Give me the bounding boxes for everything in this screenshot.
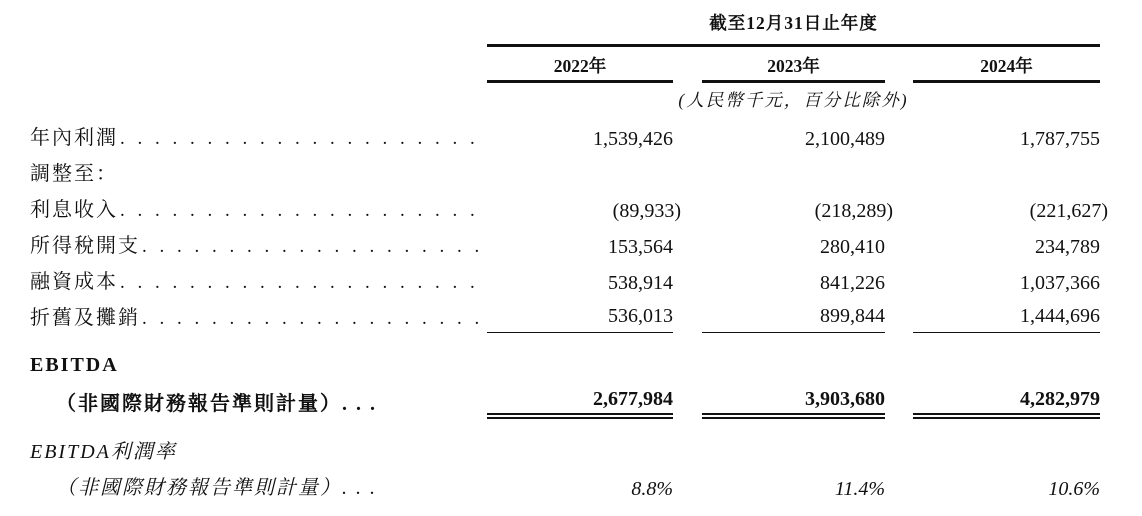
row-label-text: 利息收入 bbox=[30, 198, 118, 221]
row-label bbox=[30, 229, 487, 258]
row-label-text: EBITDA利潤率 bbox=[30, 440, 177, 463]
dot-leader bbox=[120, 272, 487, 294]
row-label bbox=[30, 301, 487, 330]
row-label-text: 所得稅開支 bbox=[30, 234, 140, 257]
cell-2024: 4,282,979 bbox=[913, 383, 1100, 419]
row-label-text: （非國際財務報告準則計量）. . . bbox=[56, 392, 377, 415]
cell-2024: 10.6% bbox=[1048, 477, 1100, 500]
cell-2024: 234,789 bbox=[1035, 235, 1100, 258]
cell-2023: 2,100,489 bbox=[805, 127, 885, 150]
table-unit-note-row bbox=[30, 83, 1142, 117]
unit-note: (人民幣千元，百分比除外) bbox=[678, 90, 909, 110]
cell-2023: 280,410 bbox=[820, 235, 885, 258]
cell-2023: 3,903,680 bbox=[702, 383, 885, 419]
cell-2024: (221,627) bbox=[1029, 199, 1108, 222]
row-label-text: 融資成本 bbox=[30, 270, 118, 293]
row-label bbox=[30, 121, 487, 150]
dot-leader bbox=[120, 128, 487, 150]
dot-leader bbox=[142, 308, 487, 330]
table-row-ebitda-values bbox=[30, 383, 1142, 419]
cell-2023: 11.4% bbox=[834, 477, 885, 500]
row-label bbox=[30, 435, 487, 464]
period-title: 截至12月31日止年度 bbox=[487, 10, 1100, 47]
row-label-text: 年內利潤 bbox=[30, 126, 118, 149]
cell-2023: 841,226 bbox=[820, 271, 885, 294]
cell-2022: 538,914 bbox=[608, 271, 673, 294]
table-row-income-tax bbox=[30, 225, 1142, 261]
cell-2024: 1,787,755 bbox=[1020, 127, 1100, 150]
table-row-ebitda-title bbox=[30, 347, 1142, 383]
cell-2022: 2,677,984 bbox=[487, 383, 673, 419]
table-row-interest-income bbox=[30, 189, 1142, 225]
cell-2022: (89,933) bbox=[612, 199, 681, 222]
cell-2022: 1,539,426 bbox=[593, 127, 673, 150]
row-label-text: EBITDA bbox=[30, 353, 119, 376]
cell-2024: 1,444,696 bbox=[913, 297, 1100, 333]
table-row-ebitda-margin-values bbox=[30, 467, 1142, 503]
table-header-period bbox=[30, 10, 1142, 47]
row-label bbox=[30, 193, 487, 222]
row-label-text: （非國際財務報告準則計量）. . . bbox=[56, 476, 377, 499]
dot-leader bbox=[142, 236, 487, 258]
row-label bbox=[30, 471, 487, 500]
year-header-2023: 2023年 bbox=[702, 47, 885, 83]
dot-leader bbox=[120, 200, 487, 222]
table-row-finance-costs bbox=[30, 261, 1142, 297]
cell-2023: (218,289) bbox=[814, 199, 893, 222]
row-label bbox=[30, 387, 487, 416]
cell-2022: 536,013 bbox=[487, 297, 673, 333]
row-label-text: 調整至： bbox=[30, 162, 118, 185]
table-header-years bbox=[30, 47, 1142, 83]
row-label bbox=[30, 157, 487, 186]
table-row-profit-for-year bbox=[30, 117, 1142, 153]
year-header-2022: 2022年 bbox=[487, 47, 673, 83]
row-label bbox=[30, 265, 487, 294]
table-row-adjustments bbox=[30, 153, 1142, 189]
cell-2022: 8.8% bbox=[631, 477, 673, 500]
cell-2023: 899,844 bbox=[702, 297, 885, 333]
cell-2024: 1,037,366 bbox=[1020, 271, 1100, 294]
row-label bbox=[30, 354, 487, 377]
cell-2022: 153,564 bbox=[608, 235, 673, 258]
table-row-depreciation-amortisation bbox=[30, 297, 1142, 333]
table-row-ebitda-margin-title bbox=[30, 431, 1142, 467]
row-label-text: 折舊及攤銷 bbox=[30, 306, 140, 329]
year-header-2024: 2024年 bbox=[913, 47, 1100, 83]
